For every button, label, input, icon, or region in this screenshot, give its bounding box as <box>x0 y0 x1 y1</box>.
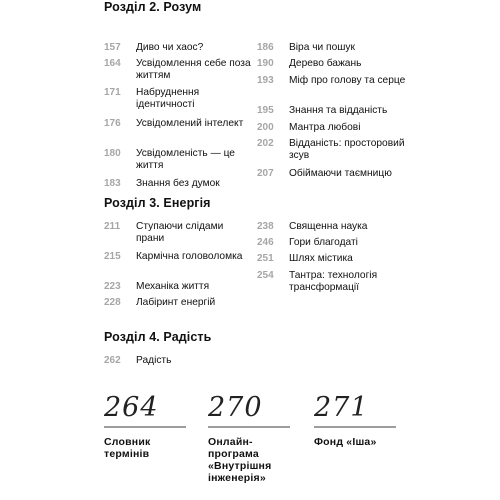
appendix-page-number: 264 <box>104 392 159 423</box>
toc-entry[interactable] <box>104 42 254 54</box>
section-title: Розділ 2. Розум <box>104 0 202 14</box>
page-number: 176 <box>104 118 121 129</box>
toc-entry[interactable] <box>104 118 254 130</box>
divider <box>104 426 186 428</box>
appendix-online-program[interactable] <box>208 392 294 484</box>
toc-entry[interactable] <box>257 75 407 87</box>
entry-title: Гори благодаті <box>289 237 358 248</box>
page-number: 262 <box>104 355 121 366</box>
section-mind <box>104 0 406 189</box>
entry-title: Набруднення ідентичності <box>136 87 200 110</box>
entry-title: Мантра любові <box>289 122 361 133</box>
page-number: 193 <box>257 75 274 86</box>
toc-entry[interactable] <box>104 355 254 367</box>
page-number: 254 <box>257 270 274 281</box>
appendix-foundation[interactable] <box>314 392 400 448</box>
entry-title: Усвідомлення себе поза життям <box>136 58 251 81</box>
entry-title: Віра чи пошук <box>289 42 355 53</box>
page-number: 251 <box>257 253 274 264</box>
entry-title: Обіймаючи таємницю <box>289 168 392 179</box>
page-number: 223 <box>104 281 121 292</box>
toc-entry[interactable] <box>104 297 254 309</box>
page-number: 157 <box>104 42 121 53</box>
entry-title: Знання без думок <box>136 178 220 189</box>
toc-entry[interactable] <box>257 221 407 233</box>
toc-entry[interactable] <box>257 42 407 54</box>
page-number: 183 <box>104 178 121 189</box>
page-number: 186 <box>257 42 274 53</box>
page-number: 190 <box>257 58 274 69</box>
page-number: 202 <box>257 138 274 149</box>
toc-entry[interactable] <box>257 58 407 70</box>
page-number: 180 <box>104 148 121 159</box>
entry-title: Тантра: технологія трансформації <box>289 270 378 293</box>
toc-entry[interactable] <box>257 105 407 117</box>
toc-entry[interactable] <box>257 122 407 134</box>
entry-title: Усвідомленість — це життя <box>136 148 235 171</box>
toc-entry[interactable] <box>257 270 407 294</box>
page-number: 238 <box>257 221 274 232</box>
toc-entry[interactable] <box>257 138 407 162</box>
page-number: 215 <box>104 251 121 262</box>
entry-title: Дерево бажань <box>289 58 362 69</box>
toc-entry[interactable] <box>104 87 254 111</box>
page-number: 246 <box>257 237 274 248</box>
entry-title: Шлях містика <box>289 253 353 264</box>
entry-title: Ступаючи слідами прани <box>136 221 224 244</box>
section-energy <box>104 196 404 308</box>
appendix-page-number: 271 <box>314 392 369 423</box>
toc-entry[interactable] <box>104 221 254 245</box>
page-number: 195 <box>257 105 274 116</box>
toc-entry[interactable] <box>104 281 254 293</box>
section-title: Розділ 3. Енергія <box>104 196 211 210</box>
page-number: 171 <box>104 87 121 98</box>
section-joy <box>104 330 404 366</box>
appendix-label: Словник термінів <box>104 436 151 460</box>
page-number: 211 <box>104 221 121 232</box>
entry-title: Лабіринт енергій <box>136 297 216 308</box>
toc-entry[interactable] <box>104 251 254 263</box>
divider <box>208 426 290 428</box>
toc-entry[interactable] <box>104 58 254 82</box>
appendix-label: Онлайн-програма «Внутрішня інженерія» <box>208 436 272 484</box>
appendix-glossary[interactable] <box>104 392 190 460</box>
entry-title: Диво чи хаос? <box>136 42 204 53</box>
page-number: 200 <box>257 122 274 133</box>
divider <box>314 426 396 428</box>
entry-title: Знання та відданість <box>289 105 388 116</box>
toc-entry[interactable] <box>257 168 407 180</box>
toc-entry[interactable] <box>104 148 254 172</box>
entry-title: Кармічна головоломка <box>136 251 243 262</box>
entry-title: Усвідомлений інтелект <box>136 118 244 129</box>
appendix-links <box>104 392 404 500</box>
page-number: 164 <box>104 58 121 69</box>
toc-entry[interactable] <box>257 253 407 265</box>
appendix-label: Фонд «Іша» <box>314 436 377 448</box>
entry-title: Механіка життя <box>136 281 210 292</box>
entry-title: Радість <box>136 355 172 366</box>
appendix-page-number: 270 <box>208 392 263 423</box>
section-title: Розділ 4. Радість <box>104 330 212 344</box>
entry-title: Відданість: просторовий зсув <box>289 138 405 161</box>
page-number: 228 <box>104 297 121 308</box>
toc-entry[interactable] <box>104 178 254 190</box>
entry-title: Міф про голову та серце <box>289 75 406 86</box>
toc-entry[interactable] <box>257 237 407 249</box>
entry-title: Священна наука <box>289 221 368 232</box>
page-number: 207 <box>257 168 274 179</box>
